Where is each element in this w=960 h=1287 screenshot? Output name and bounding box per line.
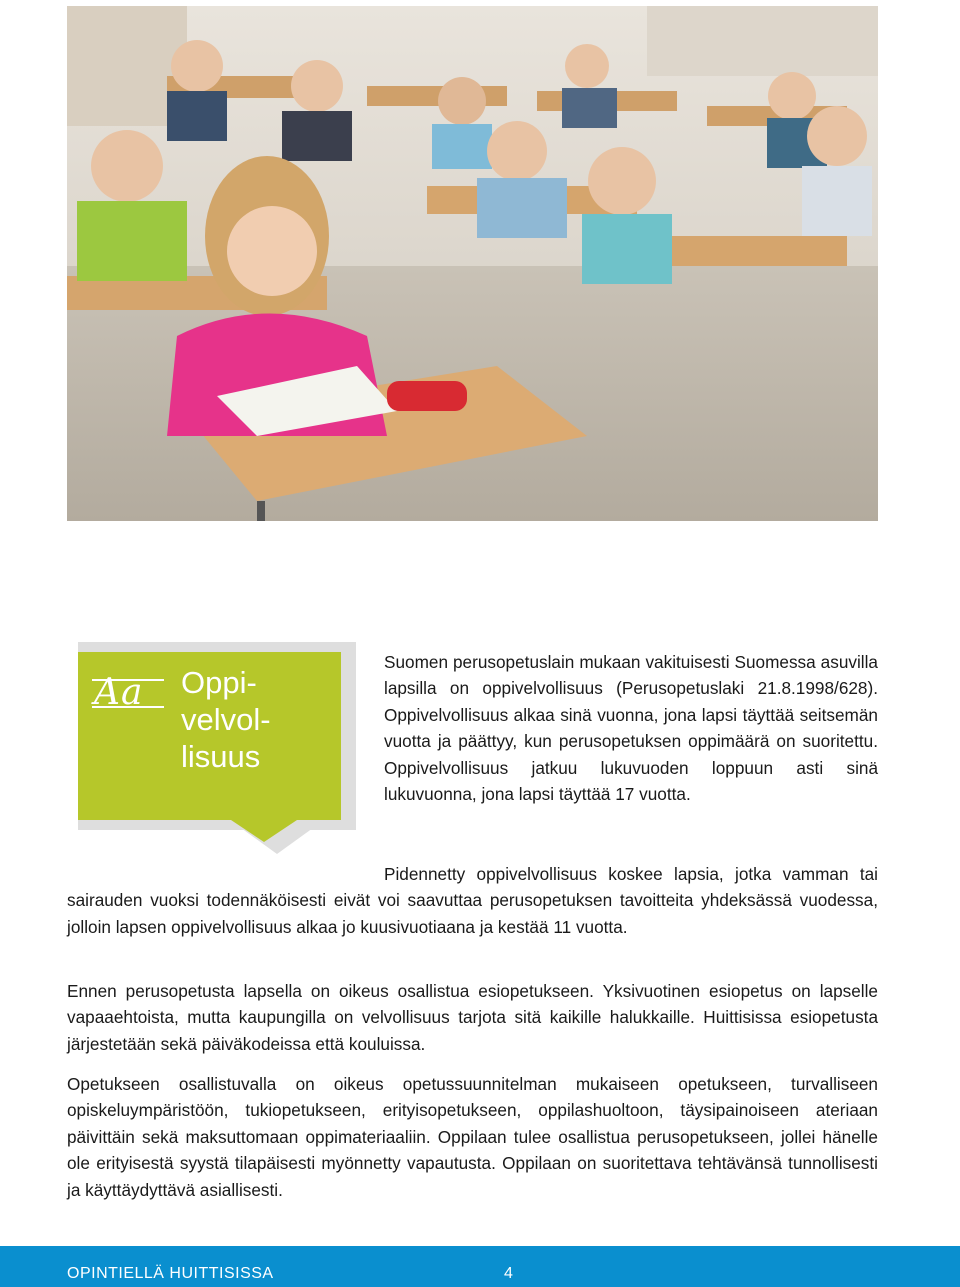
paragraph-pidennetty: Pidennetty oppivelvollisuus koskee lapsia, jotka vamman tai sairauden vuoksi todennäköisesti eivät voi saavuttaa perusopetuksen tavoitteita yhdeksässä vuodessa, jolloin lapsen oppivelvollisuus alkaa jo kuusivuotiaana ja kestää 11 vuotta. bbox=[67, 864, 878, 937]
paragraph-esiopetus: Ennen perusopetusta lapsella on oikeus osallistua esiopetukseen. Yksivuotinen esiopetus on lapselle vapaaehtoista, mutta kaupungilla on velvollisuus tarjota sitä kaikille halukkaille. Huittisissa esiopetusta järjestetään sekä päiväkodeissa että kouluissa. bbox=[67, 981, 878, 1054]
footer-title: OPINTIELLÄ HUITTISISSA bbox=[67, 1265, 274, 1282]
callout-title-line-1: Oppi- bbox=[181, 665, 257, 700]
callout-title-line-3: lisuus bbox=[181, 739, 261, 774]
callout-tail bbox=[231, 820, 297, 842]
callout-title-line-2: velvol- bbox=[181, 702, 271, 737]
paragraph-oppivelvollisuus: Suomen perusopetuslain mukaan vakituisesti Suomessa asuvilla lapsilla on oppivelvollisuus (Perusopetuslaki 21.8.1998/628). Oppivelvollisuus alkaa sinä vuonna, jona lapsi täyttää seitsemän vuotta ja päättyy, kun perusopetuksen oppimäärä on suoritettu. Oppivelvollisuus jatkuu lukuvuoden loppuun asti sinä lukuvuonna, jona lapsi täyttää 17 vuotta. bbox=[384, 652, 878, 805]
page-number: 4 bbox=[504, 1265, 513, 1282]
paragraph-oikeudet: Opetukseen osallistuvalla on oikeus opetussuunnitelman mukaiseen opetukseen, turvalliseen opiskeluympäristöön, tukiopetukseen, erityisopetukseen, oppilashuoltoon, täysipainoiseen ateriaan päivittäin sekä maksuttomaan oppimateriaaliin. Oppilaan tulee osallistua perusopetukseen, jollei hänelle ole erityisestä syystä tilapäisesti myönnetty vapautusta. Oppilaan on suoritettava tehtävänsä tunnollisesti ja käyttäydyttävä asiallisesti. bbox=[67, 1074, 878, 1200]
callout-title bbox=[181, 664, 331, 775]
aa-letters-icon: Aa bbox=[92, 670, 164, 716]
classroom-photo bbox=[67, 6, 878, 521]
